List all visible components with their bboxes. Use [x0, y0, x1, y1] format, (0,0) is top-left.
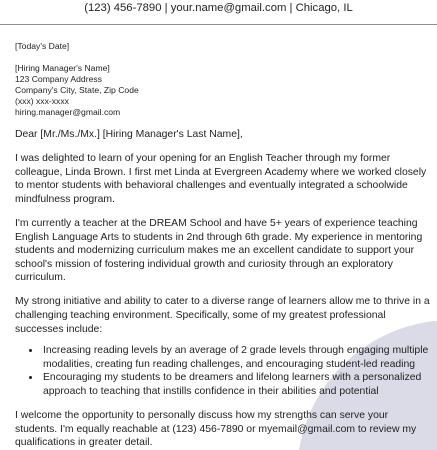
paragraph-strengths: My strong initiative and ability to cater to a diverse range of learners allow me to thrive in a challenging teaching environment. Specifically, some of my greatest professional successes include:	[15, 296, 430, 335]
letter-header	[0, 0, 437, 19]
recipient-phone: (xxx) xxx-xxxx	[15, 95, 69, 106]
paragraph-intro: I was delighted to learn of your opening for an English Teacher through my former colleague, Linda Brown. I first met Linda at Evergreen Academy where we worked closely to mentor students with behavioral challenges and eventually integrated a schoolwide mindfulness program.	[15, 153, 427, 205]
successes-list	[15, 344, 430, 398]
recipient-block	[15, 63, 430, 118]
paragraph-experience: I'm currently a teacher at the DREAM School and have 5+ years of experience teaching English Language Arts to students in 2nd through 6th grade. My experience in mentoring students and modernizing curriculum makes me an excellent candidate to support your school's mission of fostering individual growth and curiosity through an exploratory curriculum.	[15, 217, 423, 284]
recipient-city-state-zip: Company's City, State, Zip Code	[15, 84, 139, 95]
recipient-email: hiring.manager@gmail.com	[15, 106, 121, 117]
header-divider	[0, 24, 437, 25]
contact-line: (123) 456-7890 | your.name@gmail.com | Chicago, IL	[84, 2, 353, 14]
letter-body	[15, 41, 430, 450]
list-item: • Increasing reading levels by an average of 2 grade levels through engaging multiple modalities, creating fun reading challenges, and encouraging student-led reading	[41, 344, 430, 371]
salutation: Dear [Mr./Ms./Mx.] [Hiring Manager's Last Name],	[15, 129, 243, 140]
recipient-name: [Hiring Manager's Name]	[15, 62, 110, 73]
letter-date: [Today's Date]	[15, 41, 70, 51]
paragraph-closing: I welcome the opportunity to personally discuss how my strengths can serve your students. I'm equally reachable at (123) 456-7890 or myemail@gmail.com to review my qualifications in greater detail.	[15, 410, 417, 449]
list-item: • Encouraging my students to be dreamers and lifelong learners with a personalized approach to teaching that instills confidence in their abilities and potential	[41, 371, 430, 398]
recipient-address: 123 Company Address	[15, 73, 102, 84]
